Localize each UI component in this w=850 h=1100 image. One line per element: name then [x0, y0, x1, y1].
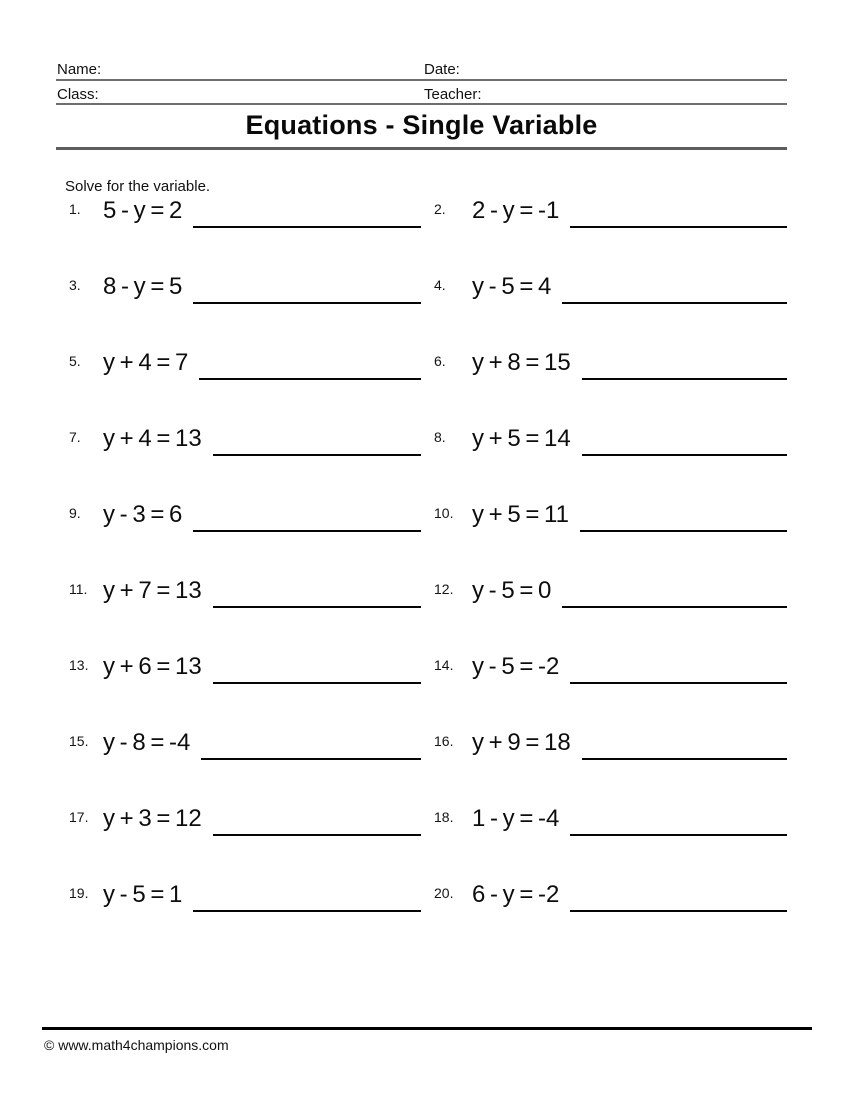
equation-text: 2 - y = -1: [472, 197, 560, 224]
problem-number: 15.: [69, 733, 89, 749]
answer-line[interactable]: [193, 875, 421, 912]
answer-line[interactable]: [580, 495, 787, 532]
equation-text: y - 5 = 1: [103, 881, 183, 908]
class-label: Class:: [57, 86, 99, 103]
problem-number: 4.: [434, 277, 446, 293]
answer-line[interactable]: [213, 799, 421, 836]
equation-text: y - 5 = -2: [472, 653, 560, 680]
problem-row: [432, 343, 787, 380]
answer-line[interactable]: [213, 419, 421, 456]
problem-row: [432, 419, 787, 456]
problem-row: [65, 723, 421, 760]
problem-row: [432, 723, 787, 760]
equation-text: 6 - y = -2: [472, 881, 560, 908]
problem-row: [65, 571, 421, 608]
problem-row: [65, 799, 421, 836]
equation-text: y - 3 = 6: [103, 501, 183, 528]
equation-text: y + 4 = 13: [103, 425, 202, 452]
problem-row: [65, 343, 421, 380]
problem-number: 20.: [434, 885, 454, 901]
problem-number: 9.: [69, 505, 81, 521]
problem-number: 1.: [69, 201, 81, 217]
problem-number: 11.: [69, 581, 88, 597]
problem-number: 19.: [69, 885, 89, 901]
problem-row: [432, 799, 787, 836]
teacher-label: Teacher:: [424, 86, 482, 103]
problem-row: [432, 647, 787, 684]
instructions-text: Solve for the variable.: [65, 178, 211, 195]
problem-number: 3.: [69, 277, 81, 293]
problem-row: [65, 495, 421, 532]
answer-line[interactable]: [582, 343, 787, 380]
equation-text: 5 - y = 2: [103, 197, 183, 224]
equation-text: 8 - y = 5: [103, 273, 183, 300]
equation-text: y + 6 = 13: [103, 653, 202, 680]
copyright-text: © www.math4champions.com: [44, 1037, 229, 1053]
equation-text: y + 9 = 18: [472, 729, 571, 756]
name-label: Name:: [57, 61, 102, 78]
equation-text: y + 3 = 12: [103, 805, 202, 832]
problem-row: [65, 419, 421, 456]
problem-row: [432, 875, 787, 912]
answer-line[interactable]: [193, 191, 421, 228]
name-date-blank-line[interactable]: [56, 79, 787, 81]
equation-text: y + 8 = 15: [472, 349, 571, 376]
problem-row: [432, 267, 787, 304]
answer-line[interactable]: [213, 571, 421, 608]
answer-line[interactable]: [562, 571, 787, 608]
problem-row: [432, 191, 787, 228]
answer-line[interactable]: [582, 723, 787, 760]
problem-number: 18.: [434, 809, 454, 825]
equation-text: y + 7 = 13: [103, 577, 202, 604]
answer-line[interactable]: [570, 191, 787, 228]
equation-text: y + 5 = 11: [472, 501, 569, 528]
problem-number: 5.: [69, 353, 81, 369]
problem-number: 6.: [434, 353, 446, 369]
page-title: Equations - Single Variable: [245, 110, 598, 140]
problem-number: 16.: [434, 733, 454, 749]
answer-line[interactable]: [193, 267, 421, 304]
equation-text: y - 5 = 0: [472, 577, 552, 604]
answer-line[interactable]: [570, 647, 787, 684]
answer-line[interactable]: [562, 267, 787, 304]
equation-text: 1 - y = -4: [472, 805, 560, 832]
answer-line[interactable]: [199, 343, 421, 380]
problem-number: 14.: [434, 657, 454, 673]
problem-row: [65, 875, 421, 912]
answer-line[interactable]: [582, 419, 787, 456]
problem-number: 10.: [434, 505, 454, 521]
problem-number: 8.: [434, 429, 446, 445]
problem-row: [432, 571, 787, 608]
answer-line[interactable]: [201, 723, 421, 760]
title-divider: [56, 147, 787, 150]
problem-row: [432, 495, 787, 532]
equation-text: y - 8 = -4: [103, 729, 191, 756]
problem-row: [65, 647, 421, 684]
date-label: Date:: [424, 61, 460, 78]
problem-number: 2.: [434, 201, 446, 217]
footer-divider: [42, 1027, 812, 1030]
equation-text: y + 4 = 7: [103, 349, 189, 376]
equation-text: y - 5 = 4: [472, 273, 552, 300]
problem-row: [65, 267, 421, 304]
problem-row: [65, 191, 421, 228]
answer-line[interactable]: [193, 495, 421, 532]
answer-line[interactable]: [570, 799, 787, 836]
problem-number: 13.: [69, 657, 89, 673]
class-teacher-blank-line[interactable]: [56, 103, 787, 105]
problem-number: 12.: [434, 581, 454, 597]
problem-number: 7.: [69, 429, 81, 445]
title-block: [56, 110, 787, 140]
answer-line[interactable]: [570, 875, 787, 912]
problem-number: 17.: [69, 809, 89, 825]
answer-line[interactable]: [213, 647, 421, 684]
equation-text: y + 5 = 14: [472, 425, 571, 452]
